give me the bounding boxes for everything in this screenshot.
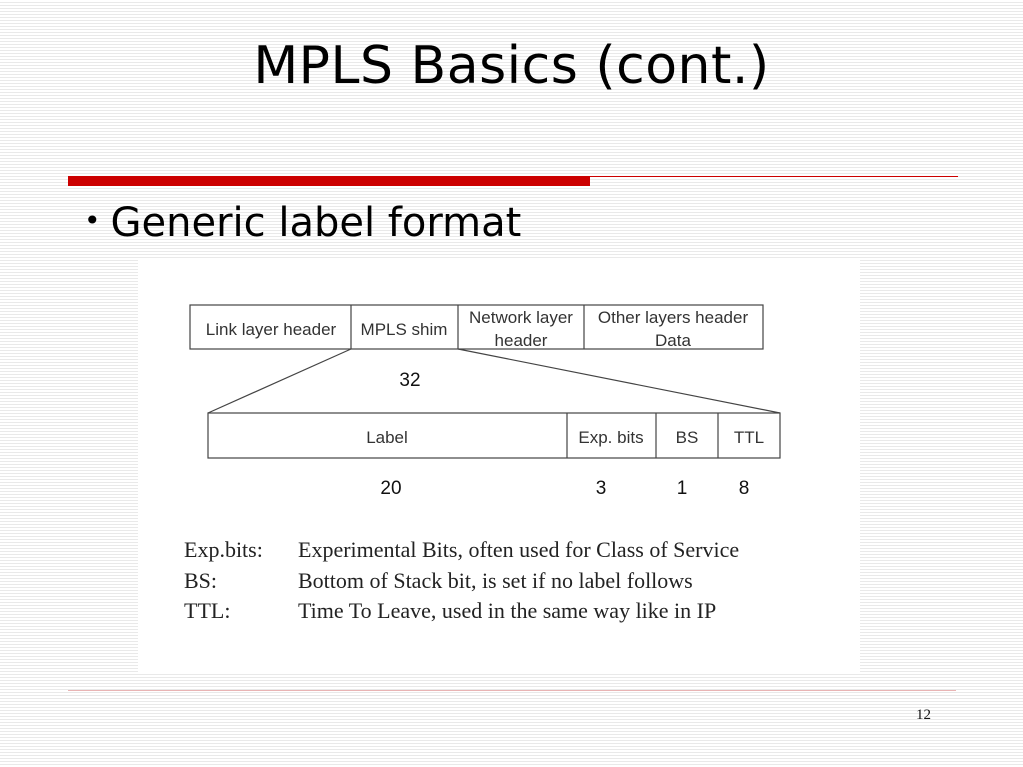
field-link-layer-header: Link layer header bbox=[205, 320, 337, 339]
bullet-dot: • bbox=[84, 204, 101, 237]
bits-label-field: 20 bbox=[380, 478, 402, 499]
expansion-line-left bbox=[208, 349, 351, 413]
legend-desc: Bottom of Stack bit, is set if no label follows bbox=[298, 568, 693, 593]
shim-size-label: 32 bbox=[399, 370, 421, 391]
bullet-text: Generic label format bbox=[110, 200, 522, 246]
field-other-layers-line2: Data bbox=[655, 331, 691, 350]
field-network-layer-line2: header bbox=[494, 331, 548, 350]
legend-desc: Experimental Bits, often used for Class of Service bbox=[298, 537, 740, 562]
expansion-line-right bbox=[458, 349, 780, 413]
footer-divider bbox=[68, 690, 956, 691]
field-other-layers-line1: Other layers header bbox=[597, 308, 749, 327]
bullet-item bbox=[84, 200, 521, 246]
field-mpls-shim: MPLS shim bbox=[360, 320, 448, 339]
packet-row bbox=[190, 305, 763, 350]
bits-exp-field: 3 bbox=[595, 478, 607, 499]
shim-field-bs: BS bbox=[675, 428, 699, 447]
legend-term: TTL: bbox=[184, 598, 231, 623]
shim-field-exp-bits: Exp. bits bbox=[578, 428, 644, 447]
slide-title: MPLS Basics (cont.) bbox=[253, 36, 770, 96]
field-network-layer-line1: Network layer bbox=[469, 308, 573, 327]
legend-desc: Time To Leave, used in the same way like in IP bbox=[298, 598, 717, 623]
legend-term: Exp.bits: bbox=[184, 537, 263, 562]
bits-ttl-field: 8 bbox=[738, 478, 750, 499]
page-number: 12 bbox=[916, 707, 931, 723]
shim-field-label: Label bbox=[366, 428, 408, 447]
shim-field-ttl: TTL bbox=[733, 428, 765, 447]
title-underline-thin bbox=[590, 176, 958, 177]
label-format-figure bbox=[138, 258, 860, 674]
shim-row bbox=[208, 413, 780, 458]
legend-term: BS: bbox=[184, 568, 218, 593]
bits-bs-field: 1 bbox=[676, 478, 688, 499]
title-underline-thick bbox=[68, 176, 590, 186]
